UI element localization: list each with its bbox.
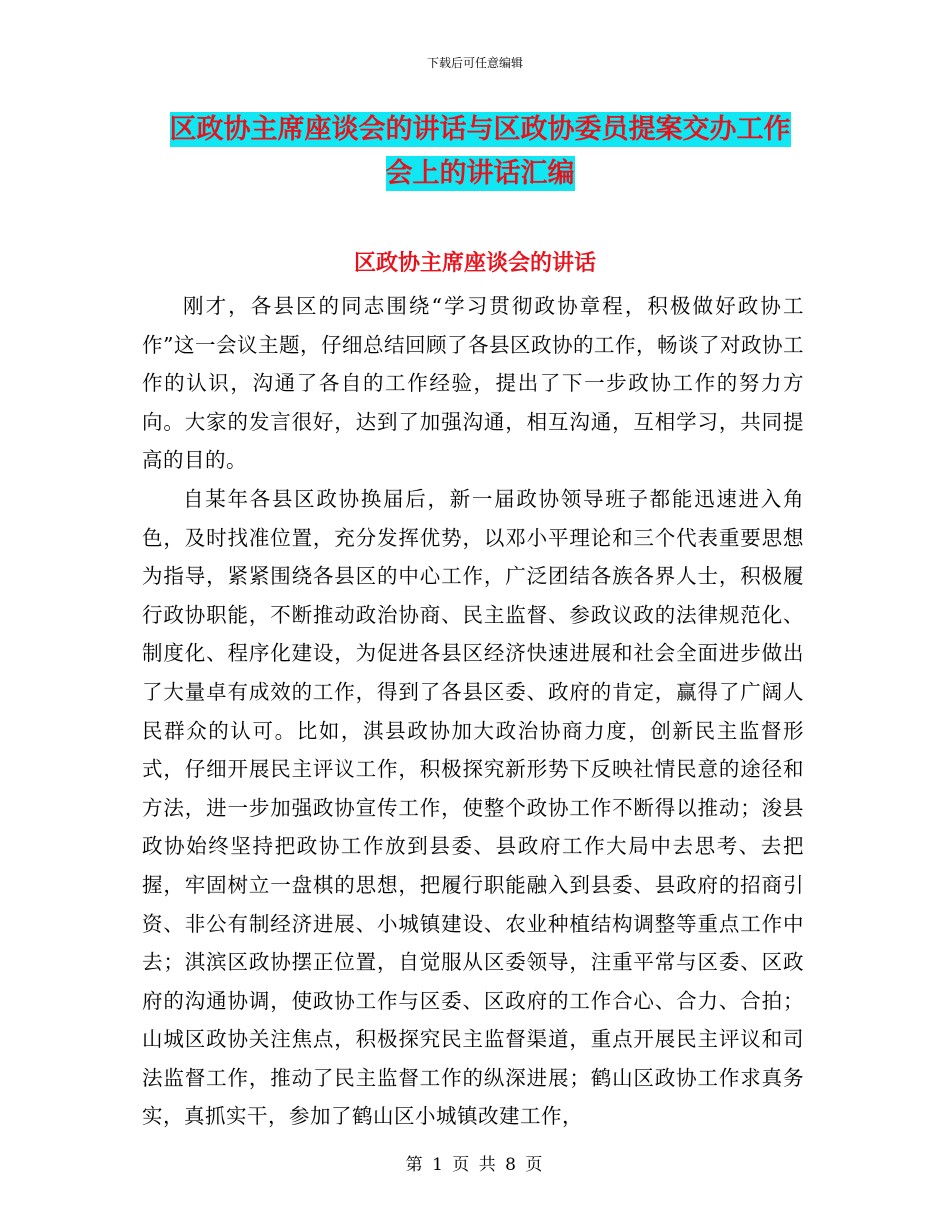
paragraph-1: 刚才，各县区的同志围绕“学习贯彻政协章程，积极做好政协工作”这一会议主题，仔细总结回顾了各县区政协的工作，畅谈了对政协工作的认识，沟通了各自的工作经验，提出了下一步政协工作的努力方向。大家的发言很好，达到了加强沟通，相互沟通，互相学习，共同提高的目的。 (142, 294, 804, 473)
title-line-2: 会上的讲话汇编 (385, 158, 575, 189)
body-text (142, 287, 804, 1136)
document-title (140, 108, 820, 196)
section-title: 区政协主席座谈会的讲话 (353, 251, 596, 276)
page-footer: 第 1 页 共 8 页 (405, 1155, 545, 1175)
header-note: 下载后可任意编辑 (426, 56, 523, 70)
title-line-1: 区政协主席座谈会的讲话与区政协委员提案交办工作 (169, 114, 791, 145)
paragraph-2: 自某年各县区政协换届后，新一届政协领导班子都能迅速进入角色，及时找准位置，充分发挥优势，以邓小平理论和三个代表重要思想为指导，紧紧围绕各县区的中心工作，广泛团结各族各界人士，积极履行政协职能，不断推动政治协商、民主监督、参政议政的法律规范化、制度化、程序化建设，为促进各县区经济快速进展和社会全面进步做出了大量卓有成效的工作，得到了各县区委、政府的肯定，赢得了广阔人民群众的认可。比如，淇县政协加大政治协商力度，创新民主监督形式，仔细开展民主评议工作，积极探究新形势下反映社情民意的途径和方法，进一步加强政协宣传工作，使整个政协工作不断得以推动；浚县政协始终坚持把政协工作放到县委、县政府工作大局中去思考、去把握，牢固树立一盘棋的思想，把履行职能融入到县委、县政府的招商引资、非公有制经济进展、小城镇建设、农业种植结构调整等重点工作中去；淇滨区政协摆正位置，自觉服从区委领导，注重平常与区委、区政府的沟通协调，使政协工作与区委、区政府的工作合心、合力、合拍；山城区政协关注焦点，积极探究民主监督渠道，重点开展民主评议和司法监督工作，推动了民主监督工作的纵深进展；鹤山区政协工作求真务实，真抓实干，参加了鹤山区小城镇改建工作， (142, 486, 804, 1129)
